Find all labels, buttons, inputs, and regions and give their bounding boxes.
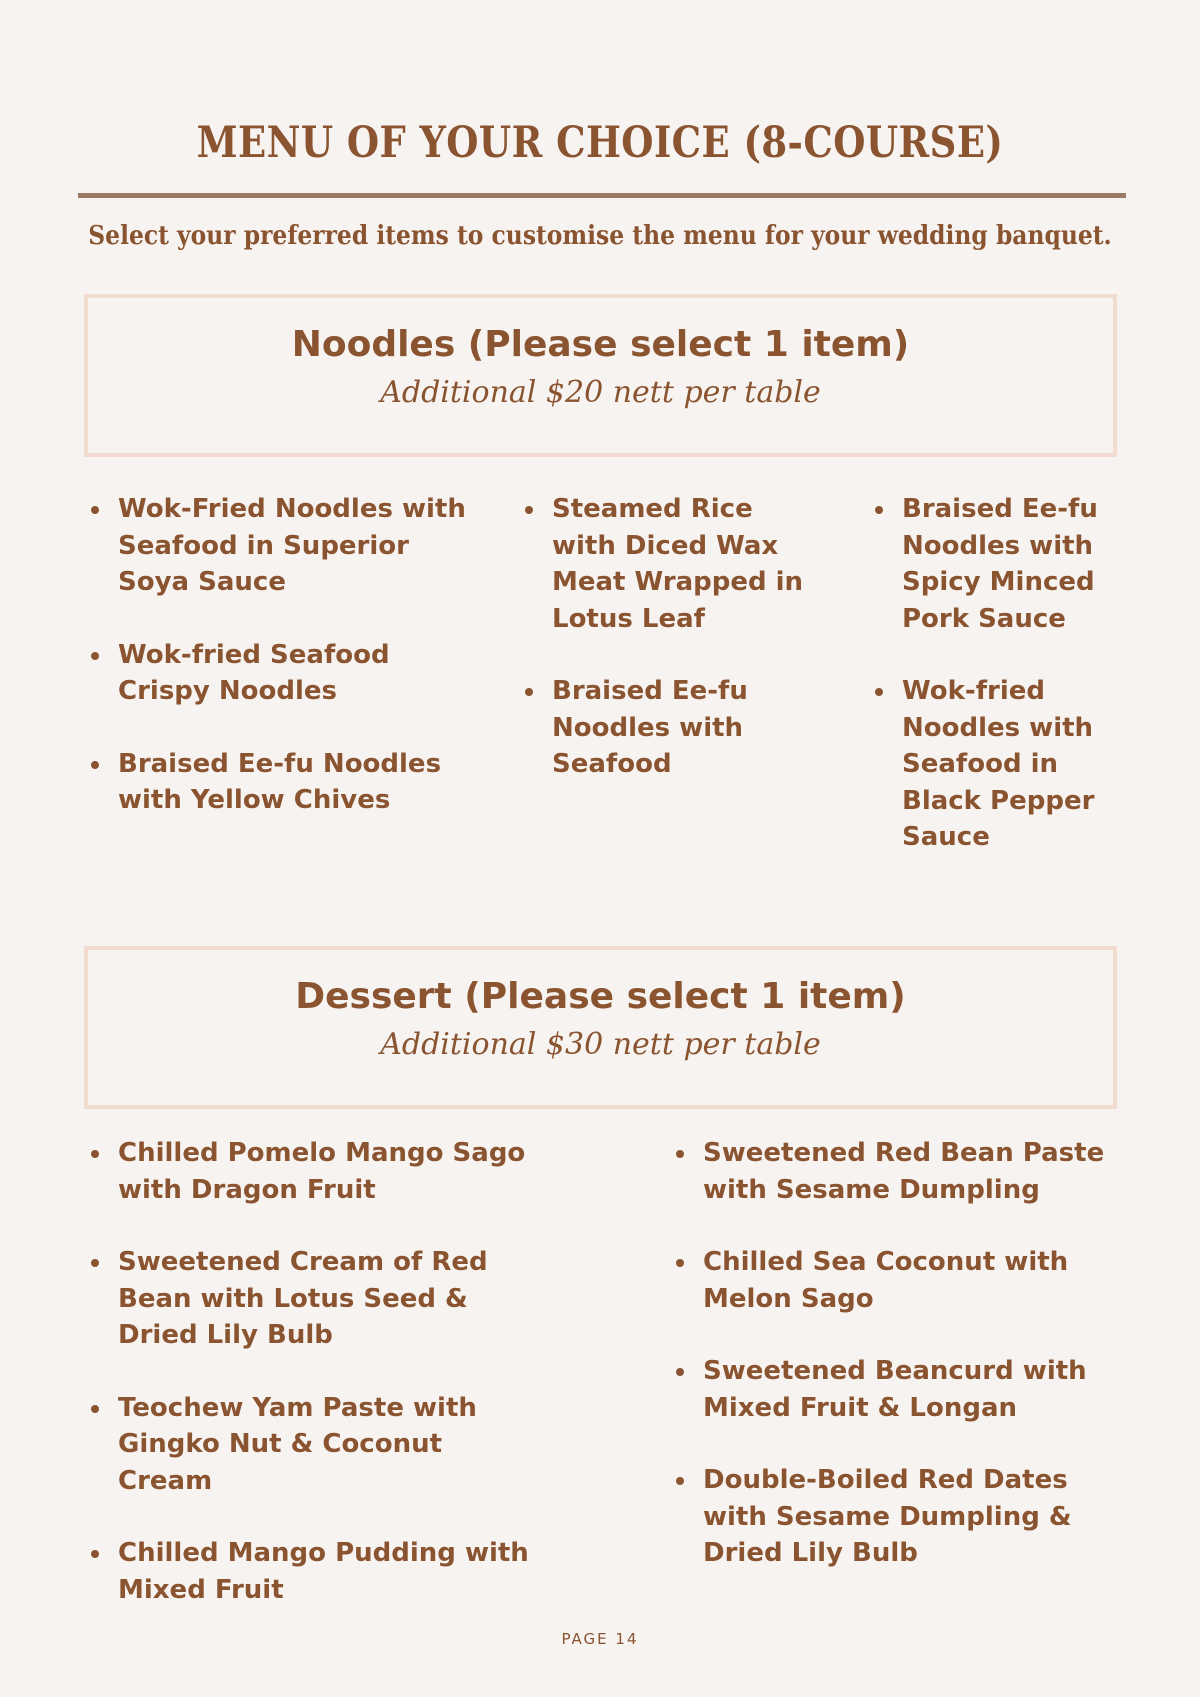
title-divider [78, 193, 1126, 198]
list-item: Teochew Yam Paste with Gingko Nut & Coconut Cream [84, 1390, 544, 1500]
dessert-header-box [84, 946, 1117, 1109]
list-item: Steamed Rice with Diced Wax Meat Wrapped in Lotus Leaf [518, 491, 818, 637]
list-item: Wok-Fried Noodles with Seafood in Superior Soya Sauce [84, 491, 484, 601]
list-item: Chilled Mango Pudding with Mixed Fruit [84, 1535, 544, 1608]
list-item: Chilled Sea Coconut with Melon Sago [669, 1244, 1119, 1317]
list-item: Braised Ee-fu Noodles with Seafood [518, 673, 818, 783]
list-item: Braised Ee-fu Noodles with Spicy Minced Pork Sauce [868, 491, 1108, 637]
page-title: MENU OF YOUR CHOICE (8-COURSE) [196, 118, 1004, 168]
noodles-heading: Noodles (Please select 1 item) [291, 324, 910, 365]
noodles-price-note: Additional $20 nett per table [380, 375, 821, 410]
noodles-column-3 [868, 491, 1108, 892]
list-item: Sweetened Beancurd with Mixed Fruit & Longan [669, 1353, 1119, 1426]
list-item: Braised Ee-fu Noodles with Yellow Chives [84, 746, 484, 819]
noodles-header-box [84, 294, 1117, 457]
page-subtitle: Select your preferred items to customise the menu for your wedding banquet. [88, 221, 1112, 251]
list-item: Wok-fried Noodles with Seafood in Black Pepper Sauce [868, 673, 1108, 856]
page-number: PAGE 14 [561, 1630, 639, 1648]
list-item: Sweetened Red Bean Paste with Sesame Dumpling [669, 1135, 1119, 1208]
list-item: Chilled Pomelo Mango Sago with Dragon Fruit [84, 1135, 544, 1208]
list-item: Wok-fried Seafood Crispy Noodles [84, 637, 484, 710]
dessert-price-note: Additional $30 nett per table [380, 1027, 821, 1062]
dessert-column-2 [669, 1135, 1119, 1608]
dessert-column-1 [84, 1135, 544, 1644]
list-item: Sweetened Cream of Red Bean with Lotus Seed & Dried Lily Bulb [84, 1244, 544, 1354]
noodles-column-1 [84, 491, 484, 855]
noodles-column-2 [518, 491, 818, 819]
dessert-heading: Dessert (Please select 1 item) [295, 976, 906, 1017]
list-item: Double-Boiled Red Dates with Sesame Dumpling & Dried Lily Bulb [669, 1462, 1119, 1572]
